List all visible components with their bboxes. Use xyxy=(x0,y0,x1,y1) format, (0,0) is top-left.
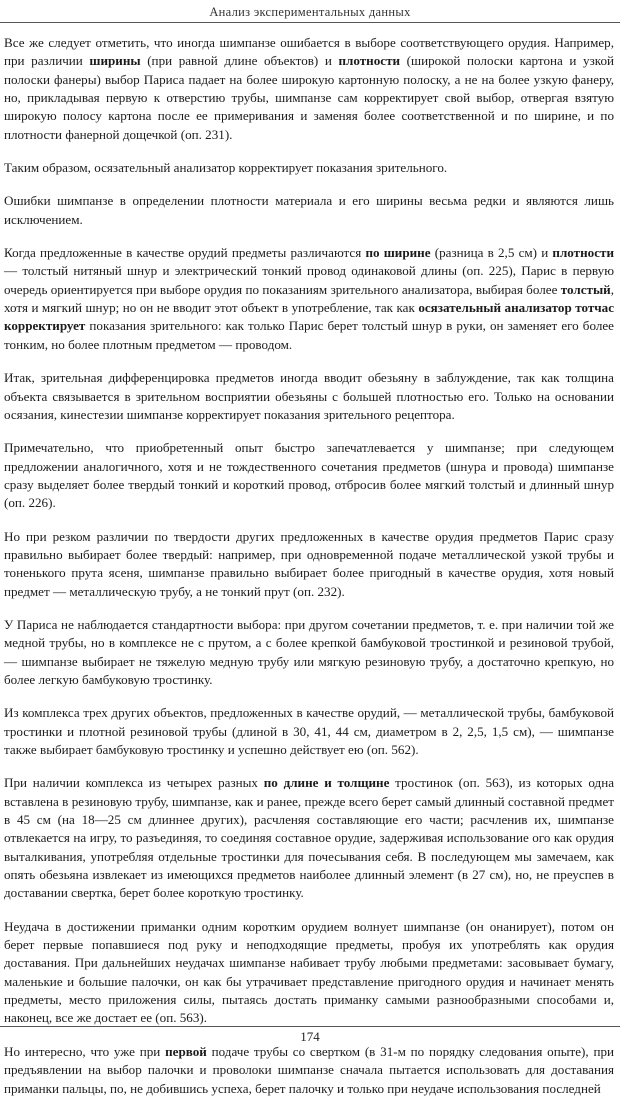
paragraph xyxy=(4,774,614,902)
paragraph xyxy=(4,918,614,1028)
text-run: Ошибки шимпанзе в определении плотности материала и его ширины весьма редки и являются лишь исключением. xyxy=(4,193,614,227)
paragraph xyxy=(4,369,614,424)
paragraph xyxy=(4,192,614,229)
paragraph xyxy=(4,159,614,177)
text-run: Все же следует отметить, что иногда шимпанзе ошибается в выборе соответствующего орудия. Например, при различии xyxy=(4,35,614,69)
bold-term: по ширине xyxy=(365,245,431,261)
text-run: У Париса не наблюдается стандартности выбора: при другом сочетании предметов, т. е. при наличии той же медной трубы, но в комплексе не с прутом, а с более крепкой бамбуковой тростинкой и резиновой трубой, — шимпанзе выбирает не тяжелую медную трубу или мягкую резиновую трубу, а достаточно крепкую, но более легкую бамбуковую тростинку. xyxy=(4,616,614,687)
text-run: Но при резком различии по твердости других предложенных в качестве орудия предметов Парис сразу правильно выбирает более твердый: например, при одновременной подаче металлической узкой трубы и тоненького прута ясеня, шимпанзе правильно выбирает более пригодный в качестве орудия, хотя новый предмет — металлическую трубу, а не тонкий прут (оп. 232). xyxy=(4,528,614,599)
paragraph xyxy=(4,1043,614,1098)
bold-term: плотности xyxy=(338,53,401,69)
text-run: показания зрительного: как только Парис берет толстый шнур в руки, он заменяет его более тонким, но более плотным предметом — проводом. xyxy=(4,318,614,352)
text-run: При наличии комплекса из четырех разных xyxy=(4,775,264,791)
bold-term: первой xyxy=(165,1043,207,1059)
text-run: подаче трубы со свертком (в 31-м по порядку следования опыте), при предъявлении на выбор палочки и проволоки шимпанзе сначала пытается использовать для доставания приманки пальцы, по, не добившись успеха, берет палочку и только при неудаче использования последней xyxy=(4,1043,615,1096)
bold-term: ширины xyxy=(89,53,141,69)
footer-rule xyxy=(0,1026,620,1027)
body-text xyxy=(4,34,614,1113)
text-run: Примечательно, что приобретенный опыт быстро запечатлевается у шимпанзе; при следующем предложении аналогичного, хотя и не тождественного сочетания предметов (шнура и провода) шимпанзе сразу выделяет более твердый тонкий и короткий провод, отбросив более мягкий толстый и длинный шнур (оп. 226). xyxy=(4,440,614,511)
text-run: Из комплекса трех других объектов, предложенных в качестве орудий, — металлической трубы, бамбуковой тростинки и плотной резиновой трубы (длиной в 30, 41, 44 см, диаметром в 2, 2,5, 1,5 см), — шимпанзе также выбирает бамбуковую тростинку и успешно действует ею (оп. 562). xyxy=(4,705,614,757)
bold-term: осязательный анализатор тотчас корректирует xyxy=(4,300,615,334)
text-run: (разница в 2,5 см) и xyxy=(430,245,553,261)
text-run: Итак, зрительная дифференцировка предметов иногда вводит обезьяну в заблуждение, так как толщина объекта связывается в зрительном восприятии обезьяны с большей плотностью его. Только на основании осязания, кинестезии шимпанзе корректирует показания зрительного рецептора. xyxy=(4,370,614,422)
text-run: Когда предложенные в качестве орудий предметы различаются xyxy=(4,245,366,261)
text-run: Таким образом, осязательный анализатор корректирует показания зрительного. xyxy=(4,160,448,176)
bold-term: плотности xyxy=(552,245,614,261)
paragraph xyxy=(4,616,614,689)
text-run: — толстый нитяный шнур и электрический тонкий провод одинаковой длины (оп. 225), Парис в первую очередь ориентируется при выборе орудия по показаниям зрительного анализатора, выбирая более xyxy=(4,263,614,297)
paragraph xyxy=(4,34,614,144)
paragraph xyxy=(4,439,614,512)
text-run: (широкой полоски картона и узкой полоски фанеры) выбор Париса падает на более широкую картонную полоску, а не на более узкую фанеру, но, прикладывая первую к отверстию трубы, шимпанзе сам корректирует свой выбор, отвергая взятую широкую полосу картона после ее примеривания и заменяя более соответственной и по ширине, и по плотности фанерной дощечкой (оп. 231). xyxy=(4,53,614,142)
paragraph xyxy=(4,528,614,601)
text-run: , хотя и мягкий шнур; но он не вводит этот объект в употребление, так как xyxy=(4,281,614,316)
bold-term: толстый xyxy=(560,281,611,297)
paragraph xyxy=(4,244,614,354)
running-head: Анализ экспериментальных данных xyxy=(209,5,411,19)
page-number: 174 xyxy=(300,1029,320,1044)
text-run: Но интересно, что уже при xyxy=(4,1043,166,1059)
paragraph xyxy=(4,704,614,759)
text-run: тростинок (оп. 563), из которых одна вставлена в резиновую трубу, шимпанзе, как и ранее, прежде всего берет самый длинный составной предмет в 45 см (на 18—25 см длиннее других), расчленяя составляющие его части; расчленив их, шимпанзе отвлекается на игру, то разъединяя, то соединяя составное орудие, задерживая использование ого как орудия выталкивания, употребляя отдельные тростинки для почесывания себя. В последующем мы замечаем, как опять обезьяна извлекает из имеющихся предметов наиболее длинный элемент (в 27 см), но, не преуспев в доставании свертка, берет более короткую тростинку. xyxy=(4,775,615,901)
text-run: (при равной длине объектов) и xyxy=(140,53,339,69)
text-run: Неудача в достижении приманки одним коротким орудием волнует шимпанзе (он онанирует), потом он берет первые попавшиеся под руку и неподходящие предметы, пробуя их употреблять как орудия доставания. При дальнейших неудачах шимпанзе набивает трубу любыми предметами: засовывает бумагу, маленькие и большие палочки, он как бы утрачивает представление пригодного орудия и начинает менять предметы, место приложения силы, пытаясь достать приманку самыми разнообразными способами и, наконец, все же достает ее (оп. 563). xyxy=(4,918,614,1026)
header-rule xyxy=(0,22,620,23)
bold-term: по длине и толщине xyxy=(263,775,390,791)
